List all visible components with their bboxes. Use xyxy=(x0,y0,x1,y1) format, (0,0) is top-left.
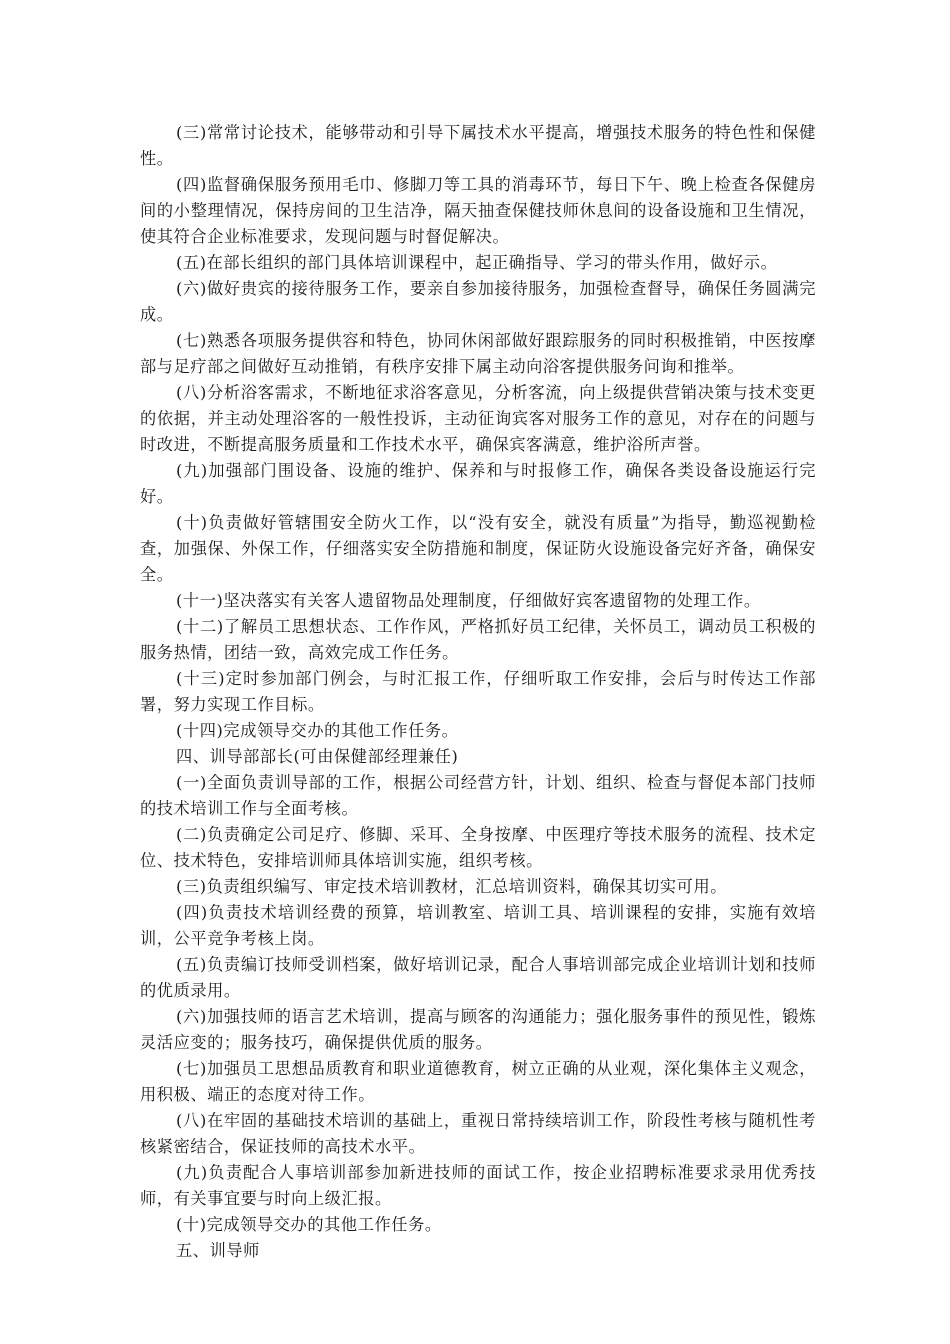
document-page xyxy=(140,120,816,1264)
paragraph: (六)加强技师的语言艺术培训，提高与顾客的沟通能力；强化服务事件的预见性，锻炼灵活应变的；服务技巧，确保提供优质的服务。 xyxy=(140,1007,816,1052)
paragraph: (五)负责编订技师受训档案，做好培训记录，配合人事培训部完成企业培训计划和技师的优质录用。 xyxy=(140,955,816,1000)
paragraph: (四)监督确保服务预用毛巾、修脚刀等工具的消毒环节，每日下午、晚上检查各保健房间的小整理情况，保持房间的卫生洁净，隔天抽查保健技师休息间的设备设施和卫生情况，使其符合企业标准要求，发现问题与时督促解决。 xyxy=(140,175,816,246)
paragraph: (九)加强部门围设备、设施的维护、保养和与时报修工作，确保各类设备设施运行完好。 xyxy=(140,461,816,506)
paragraph: (七)加强员工思想品质教育和职业道德教育，树立正确的从业观，深化集体主义观念，用积极、端正的态度对待工作。 xyxy=(140,1059,816,1104)
paragraph: (三)常常讨论技术，能够带动和引导下属技术水平提高，增强技术服务的特色性和保健性。 xyxy=(140,123,816,168)
paragraph: (八)在牢固的基础技术培训的基础上，重视日常持续培训工作，阶段性考核与随机性考核紧密结合，保证技师的高技术水平。 xyxy=(140,1111,816,1156)
paragraph: (十四)完成领导交办的其他工作任务。 xyxy=(176,721,459,740)
paragraph: (九)负责配合人事培训部参加新进技师的面试工作，按企业招聘标准要求录用优秀技师，有关事宜要与时向上级汇报。 xyxy=(140,1163,816,1208)
paragraph: (七)熟悉各项服务提供容和特色，协同休闲部做好跟踪服务的同时积极推销，中医按摩部与足疗部之间做好互动推销，有秩序安排下属主动向浴客提供服务问询和推举。 xyxy=(140,331,816,376)
paragraph: (三)负责组织编写、审定技术培训教材，汇总培训资料，确保其切实可用。 xyxy=(176,877,728,896)
paragraph: (六)做好贵宾的接待服务工作，要亲自参加接待服务，加强检查督导，确保任务圆满完成。 xyxy=(140,279,816,324)
paragraph: (二)负责确定公司足疗、修脚、采耳、全身按摩、中医理疗等技术服务的流程、技术定位、技术特色，安排培训师具体培训实施，组织考核。 xyxy=(140,825,816,870)
paragraph: (十三)定时参加部门例会，与时汇报工作，仔细听取工作安排，会后与时传达工作部署，努力实现工作目标。 xyxy=(140,669,816,714)
section-heading: 五、训导师 xyxy=(176,1241,260,1260)
paragraph: (一)全面负责训导部的工作，根据公司经营方针，计划、组织、检查与督促本部门技师的技术培训工作与全面考核。 xyxy=(140,773,816,818)
paragraph: (五)在部长组织的部门具体培训课程中，起正确指导、学习的带头作用，做好示。 xyxy=(176,253,778,272)
section-heading: 四、训导部部长(可由保健部经理兼任) xyxy=(176,747,459,766)
paragraph: (四)负责技术培训经费的预算，培训教室、培训工具、培训课程的安排，实施有效培训，公平竞争考核上岗。 xyxy=(140,903,816,948)
paragraph: (十)完成领导交办的其他工作任务。 xyxy=(176,1215,442,1234)
paragraph: (八)分析浴客需求，不断地征求浴客意见，分析客流，向上级提供营销决策与技术变更的依据，并主动处理浴客的一般性投诉，主动征询宾客对服务工作的意见，对存在的问题与时改进，不断提高服务质量和工作技术水平，确保宾客满意，维护浴所声誉。 xyxy=(140,383,816,454)
paragraph: (十)负责做好管辖围安全防火工作，以“没有安全，就没有质量”为指导，勤巡视勤检查，加强保、外保工作，仔细落实安全防措施和制度，保证防火设施设备完好齐备，确保安全。 xyxy=(140,513,816,584)
paragraph: (十二)了解员工思想状态、工作作风，严格抓好员工纪律，关怀员工，调动员工积极的服务热情，团结一致，高效完成工作任务。 xyxy=(140,617,816,662)
paragraph: (十一)坚决落实有关客人遗留物品处理制度，仔细做好宾客遗留物的处理工作。 xyxy=(176,591,761,610)
